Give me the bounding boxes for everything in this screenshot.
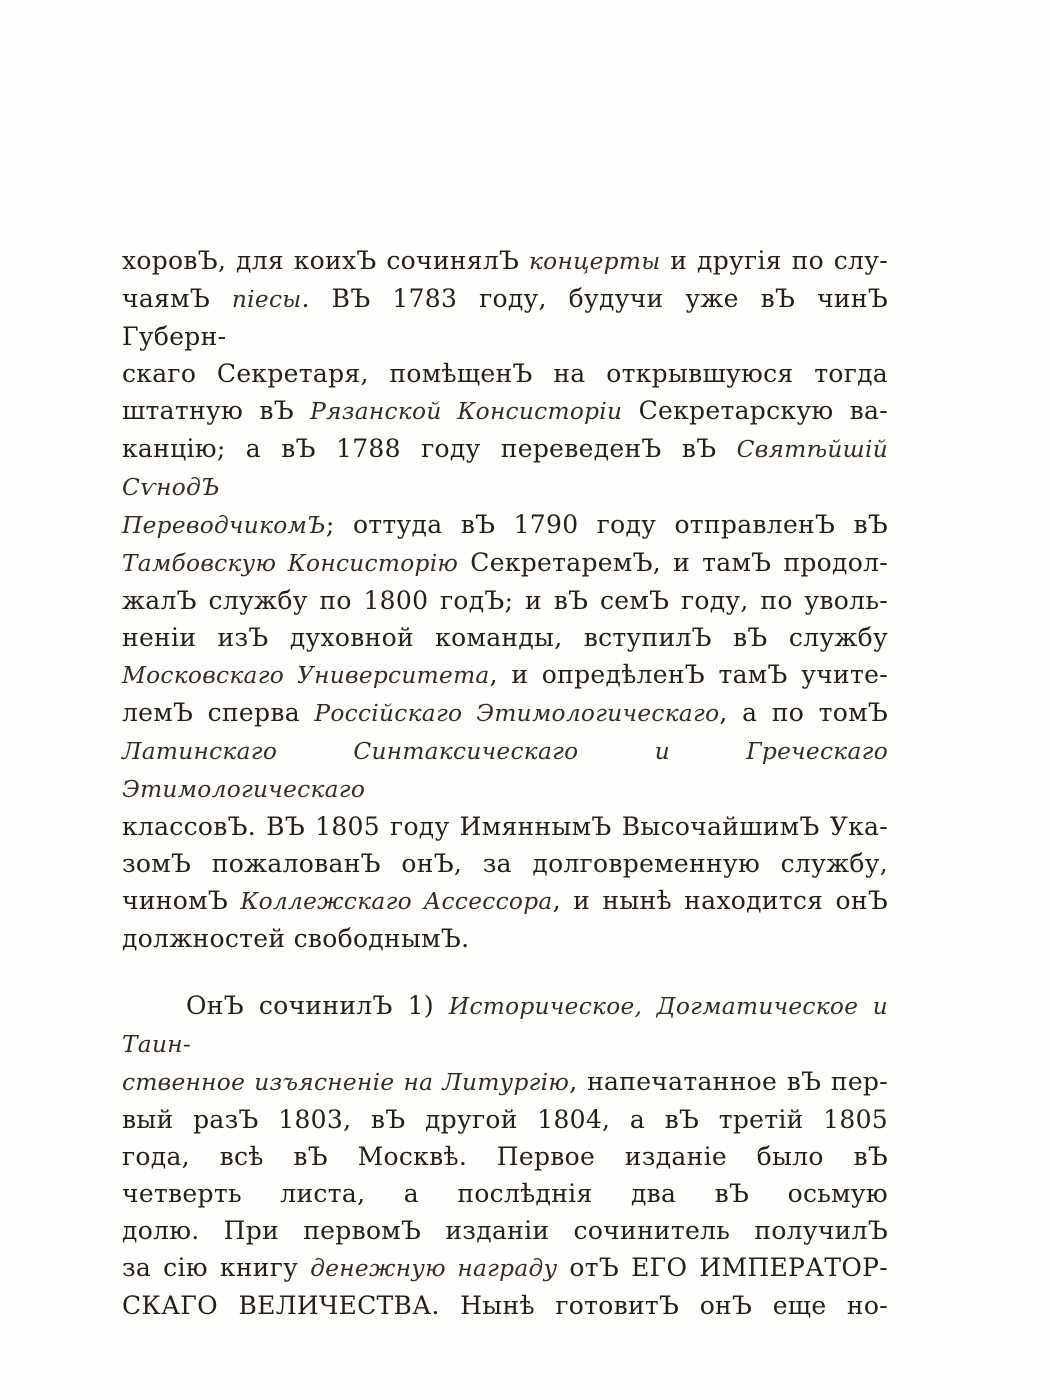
italic-text-segment: ственное изъясненіе на Литургію [122,1069,570,1096]
text-line [122,656,888,694]
text-line [122,920,888,957]
text-segment: скаго Секретаря, помѣщенЪ на открывшуюся тогда [122,359,888,388]
text-segment: ; оттуда вЪ 1790 году отправленЪ вЪ [325,510,888,539]
text-segment: , и опредѣленЪ тамЪ учите- [489,660,888,689]
text-line [122,732,888,808]
text-segment: СекретаремЪ, и тамЪ продол- [458,548,889,577]
text-segment: канцію; а вЪ 1788 году переведенЪ вЪ [122,434,737,463]
text-segment: лемЪ сперва [122,698,315,727]
text-line [122,392,888,430]
text-line [122,1101,888,1138]
italic-text-segment: Святѣйшій СѵнодЪ [122,436,888,501]
text-segment: года, всѣ вЪ Москвѣ. Первое изданіе было вЪ [122,1142,888,1171]
text-line [122,582,888,619]
text-line [122,882,888,920]
text-segment: четверть листа, а послѣднія два вЪ осьмую [122,1179,888,1208]
text-line [122,1175,888,1212]
text-line [122,808,888,845]
text-line [122,1138,888,1175]
text-segment: классовЪ. ВЪ 1805 году ИмяннымЪ ВысочайшимЪ Ука- [122,812,888,841]
italic-text-segment: Латинскаго Синтаксическаго и Греческаго Этимологическаго [122,738,888,803]
text-line [122,1212,888,1249]
text-segment: . ВЪ 1783 году, будучи уже вЪ чинЪ Губерн- [122,284,888,351]
paragraph [122,987,888,1324]
text-segment: хоровЪ, для коихЪ сочинялЪ [122,246,529,275]
italic-text-segment: денежную награду [310,1255,558,1282]
text-segment: ОнЪ сочинилЪ 1) [186,991,449,1020]
text-segment: , а по томЪ [719,698,888,727]
text-segment: чаямЪ [122,284,232,313]
italic-text-segment: Историческое, Догматическое и Таин- [122,993,888,1058]
text-segment: , и нынѣ находится онЪ [552,886,889,915]
text-segment: Секретарскую ва- [622,396,889,425]
italic-text-segment: Коллежскаго Ассессора [240,888,553,915]
text-line [122,1287,888,1324]
text-line [122,430,888,506]
text-line [122,987,888,1063]
italic-text-segment: ПереводчикомЪ [122,512,326,539]
italic-text-segment: Рязанской Консисторіи [310,398,623,425]
paragraph [122,242,888,957]
italic-text-segment: піесы [231,286,302,313]
text-segment: , напечатанное вЪ пер- [569,1067,888,1096]
text-segment: неніи изЪ духовной команды, вступилЪ вЪ службу [122,623,888,652]
text-segment: зомЪ пожалованЪ онЪ, за долговременную службу, [122,849,888,878]
text-line [122,355,888,392]
text-segment: штатную вЪ [122,396,311,425]
text-line [122,694,888,732]
text-line [122,1063,888,1101]
text-segment: СКАГО ВЕЛИЧЕСТВА. Нынѣ готовитЪ онЪ еще но- [122,1291,888,1320]
text-segment: вый разЪ 1803, вЪ другой 1804, а вЪ третій 1805 [122,1105,888,1134]
text-line [122,845,888,882]
text-line [122,242,888,280]
text-segment: долю. При первомЪ изданіи сочинитель получилЪ [122,1216,888,1245]
text-segment: чиномЪ [122,886,241,915]
text-segment: и другія по слу- [660,246,888,275]
text-line [122,280,888,355]
text-line [122,506,888,544]
text-line [122,544,888,582]
italic-text-segment: концерты [529,248,661,275]
text-segment: должностей свободнымЪ. [122,924,470,953]
text-line [122,619,888,656]
text-segment: за сію книгу [122,1253,311,1282]
italic-text-segment: Московскаго Университета [122,662,490,689]
text-segment: отЪ ЕГО ИМПЕРАТОР- [557,1253,888,1282]
italic-text-segment: Россійскаго Этимологическаго [314,700,720,727]
italic-text-segment: Тамбовскую Консисторію [122,550,459,577]
page-text-block [122,242,888,1324]
text-line [122,1249,888,1287]
text-segment: жалЪ службу по 1800 годЪ; и вЪ семЪ году, по уволь- [122,586,888,615]
